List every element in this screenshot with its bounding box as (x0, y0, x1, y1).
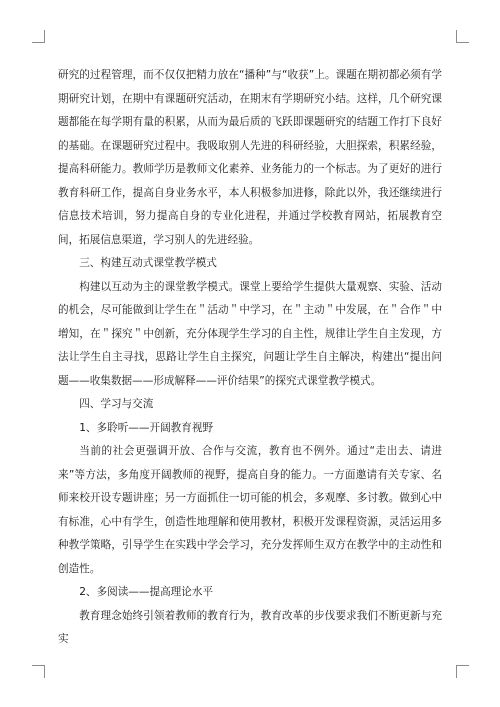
subheading-listening: 1、多聆听——开阔教育视野 (79, 421, 214, 434)
crop-mark-top-left (32, 30, 45, 43)
paragraph-reading: 教育理念始终引领着教师的教育行为，教育改革的步伐要求我们不断更新与充实 (58, 609, 442, 645)
section-heading-4: 四、学习与交流 (79, 398, 154, 410)
paragraph-listening: 当前的社会更强调开放、合作与交流，教育也不例外。通过“走出去、请进来”等方法，多角度开阔教师的视野，提高自身的能力。一方面邀请有关专家、名 师来校开设专题讲座；另一方面抓住一切可能的机会，多观摩、多讨教。做到心中有标准，心中有学生，创造性地理解和使用教材，积极开发课程资源，灵活运用多种教学策略，引导学生在实践中学会学习，充分发挥师生双方在教学中的主动性和创造性。 (58, 445, 442, 575)
paragraph-continuation: 研究的过程管理，而不仅仅把精力放在“播种”与“收获”上。课题在期初都必须有学期研究计划，在期中有课题研究活动，在期末有学期研究小结。这样，几个研究课题都能在每学期有量的积累，从而为最后质的飞跃即课题研究的结题工作打下良好的基础。在课题研究过程中。我吸取别人先进的科研经验，大胆探索，积累经验，提高科研能力。教师学历是教师文化素养、业务能力的一个标志。为了更好的进行教育科研工作，提高自身业务水平，本人积极参加进修，除此以外，我还继续进行信息技术培训，努力提高自身的专业化进程，并通过学校教育网站，拓展教育空间，拓展信息渠道，学习别人的先进经验。 (58, 69, 442, 246)
crop-mark-bottom-right (456, 665, 469, 678)
subheading-reading: 2、多阅读——提高理论水平 (79, 586, 214, 598)
paragraph-interactive-teaching: 构建以互动为主的课堂教学模式。课堂上要给学生提供大量观察、实验、活动的机会，尽可能做到让学生在＂活动＂中学习，在＂主动＂中发展，在＂合作＂中增知，在＂探究＂中创新，充分体现学生学习的自主性，规律让学生自主发现，方法让学生自主寻找，思路让学生自主探究，问题让学生自主解决，构建出“提出问题——收集数据——形成解释——评价结果”的探究式课堂教学模式。 (58, 280, 442, 387)
document-body (58, 64, 442, 652)
crop-mark-top-right (456, 30, 469, 43)
crop-mark-bottom-left (32, 665, 45, 678)
section-heading-3: 三、构建互动式课堂教学模式 (79, 257, 217, 269)
